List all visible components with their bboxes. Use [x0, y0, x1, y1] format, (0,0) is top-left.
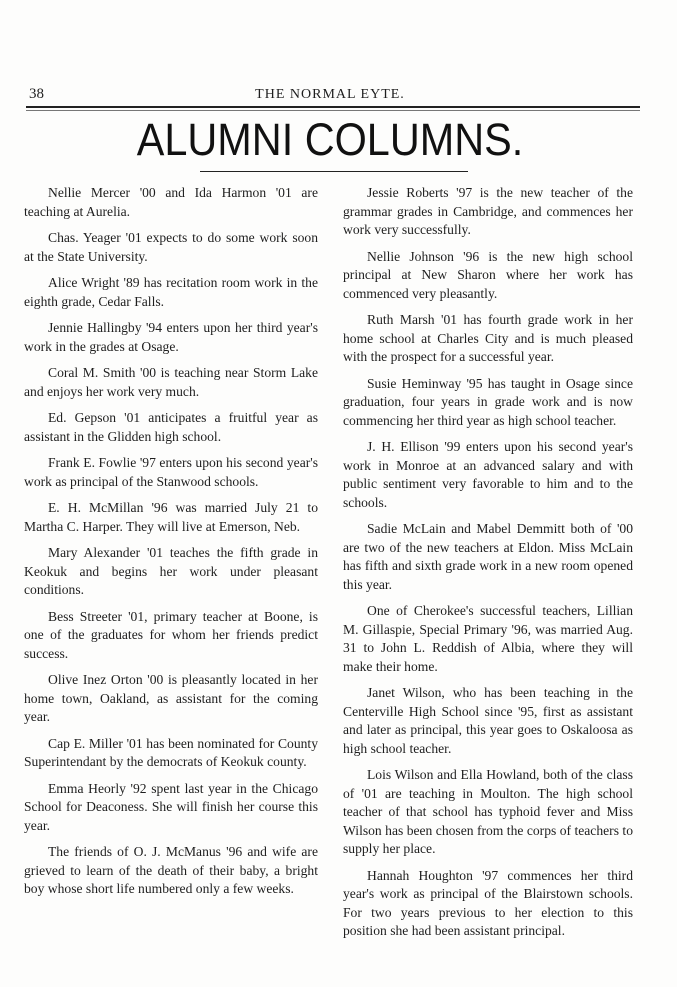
- alumni-note: Susie Heminway '95 has taught in Osage since graduation, four years in grade work and is now commencing her third year as high school teacher.: [343, 375, 633, 428]
- alumni-note: The friends of O. J. McManus '96 and wife are grieved to learn of the death of their baby, a bright boy whose short life numbered only a few weeks.: [24, 844, 318, 896]
- alumni-note: Nellie Mercer '00 and Ida Harmon '01 are teaching at Aurelia.: [24, 185, 318, 219]
- alumni-note: Jessie Roberts '97 is the new teacher of the grammar grades in Cambridge, and commences her work very successfully.: [343, 185, 633, 237]
- page-title: ALUMNI COLUMNS.: [136, 114, 524, 165]
- alumni-note: One of Cherokee's successful teachers, Lillian M. Gillaspie, Special Primary '96, was married Aug. 31 to John L. Reddish of Albia, where they will make their home.: [343, 603, 633, 674]
- alumni-note: Emma Heorly '92 spent last year in the Chicago School for Deaconess. She will finish her course this year.: [24, 780, 318, 833]
- alumni-note: Mary Alexander '01 teaches the fifth grade in Keokuk and begins her work under pleasant conditions.: [24, 545, 318, 597]
- alumni-note: Nellie Johnson '96 is the new high school principal at New Sharon where her work has commenced very pleasantly.: [343, 248, 633, 301]
- alumni-note: Cap E. Miller '01 has been nominated for County Superintendant by the democrats of Keokuk county.: [24, 735, 318, 769]
- alumni-note: Hannah Houghton '97 commences her third year's work as principal of the Blairstown schools. For two years previous to her election to this position she had been assistant principal.: [343, 867, 633, 938]
- alumni-note: J. H. Ellison '99 enters upon his second year's work in Monroe at an advanced salary and with public sentiment very favorable to him and to the schools.: [343, 439, 633, 510]
- alumni-note: Chas. Yeager '01 expects to do some work soon at the State University.: [24, 230, 318, 264]
- alumni-note: Ruth Marsh '01 has fourth grade work in her home school at Charles City and is much pleased with the prospect for a successful year.: [343, 312, 633, 364]
- alumni-note: Janet Wilson, who has been teaching in the Centerville High School since '95, first as assistant and later as principal, this year goes to Oskaloosa as high school teacher.: [343, 685, 633, 756]
- alumni-note: Jennie Hallingby '94 enters upon her third year's work in the grades at Osage.: [24, 320, 318, 354]
- alumni-note: Ed. Gepson '01 anticipates a fruitful year as assistant in the Glidden high school.: [24, 410, 318, 444]
- alumni-note: Lois Wilson and Ella Howland, both of the class of '01 are teaching in Moulton. The high school teacher of that school has typhoid fever and Miss Wilson has been chosen from the corps of teachers to supply her place.: [343, 767, 633, 856]
- header-rule: [26, 106, 640, 108]
- alumni-note: Olive Inez Orton '00 is pleasantly located in her home town, Oakland, as assistant for the coming year.: [24, 672, 318, 724]
- page-number: 38: [29, 86, 44, 102]
- alumni-note: Sadie McLain and Mabel Demmitt both of '00 are two of the new teachers at Eldon. Miss McLain has fifth and sixth grade work in a new room opened this year.: [343, 521, 633, 592]
- left-column: [24, 184, 318, 927]
- alumni-note: E. H. McMillan '96 was married July 21 to Martha C. Harper. They will live at Emerson, Neb.: [24, 500, 318, 534]
- alumni-note: Bess Streeter '01, primary teacher at Boone, is one of the graduates for whom her friends predict success.: [24, 608, 318, 661]
- title-rule: [200, 171, 468, 172]
- running-title: THE NORMAL EYTE.: [255, 87, 405, 102]
- alumni-note: Frank E. Fowlie '97 enters upon his second year's work as principal of the Stanwood schools.: [24, 455, 318, 489]
- alumni-note: Coral M. Smith '00 is teaching near Storm Lake and enjoys her work very much.: [24, 365, 318, 399]
- header-rule-thin: [26, 110, 640, 111]
- right-column: [343, 184, 633, 969]
- alumni-note: Alice Wright '89 has recitation room work in the eighth grade, Cedar Falls.: [24, 275, 318, 309]
